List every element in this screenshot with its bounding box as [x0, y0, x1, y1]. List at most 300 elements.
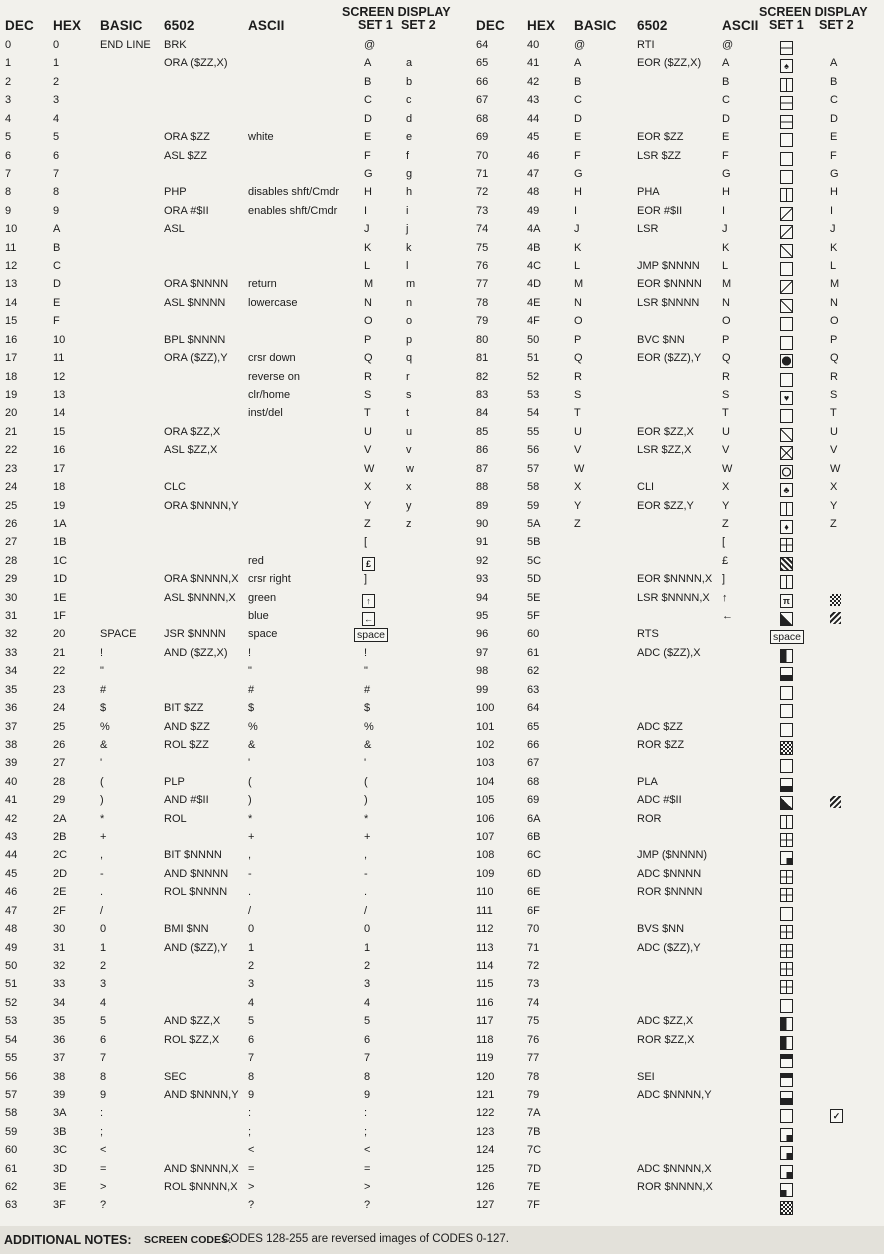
ascii-value: C: [722, 94, 730, 107]
ascii-value: J: [722, 223, 728, 236]
table-row: [442, 571, 884, 591]
table-row: [442, 166, 884, 186]
set1-glyph: =: [364, 1162, 371, 1175]
opcode-6502: ROR: [637, 812, 662, 825]
set1-glyph: (: [364, 775, 368, 788]
ascii-value: (: [248, 775, 252, 788]
table-row: [0, 184, 442, 204]
opcode-6502: ORA #$II: [164, 204, 209, 217]
dec-value: 105: [476, 794, 495, 807]
ascii-value: enables shft/Cmdr: [248, 204, 338, 217]
basic-token: 3: [100, 978, 107, 991]
notes-title: ADDITIONAL NOTES:: [4, 1233, 132, 1247]
header-screen-display: SCREEN DISPLAY: [342, 5, 451, 19]
dec-value: 31: [5, 610, 18, 623]
hex-value: 43: [527, 94, 540, 107]
set1-glyph: ?: [364, 1199, 371, 1212]
hex-value: 33: [53, 978, 66, 991]
table-row: [0, 847, 442, 867]
basic-token: J: [574, 223, 580, 236]
set1-graphic-grid-icon: [780, 833, 793, 847]
dec-value: 101: [476, 720, 495, 733]
set1-graphic-lc-icon: [780, 1091, 793, 1105]
ascii-value: 9: [248, 1088, 255, 1101]
dec-value: 97: [476, 646, 489, 659]
set1-graphic-plain-icon: [780, 262, 793, 276]
set1-graphic-vl-icon: [780, 575, 793, 589]
set1-glyph: &: [364, 738, 372, 751]
ascii-value: =: [248, 1162, 255, 1175]
opcode-6502: ASL $ZZ,X: [164, 444, 218, 457]
ascii-value: I: [722, 204, 726, 217]
dec-value: 45: [5, 867, 18, 880]
table-row: [0, 645, 442, 665]
table-row: [442, 295, 884, 315]
table-row: [0, 903, 442, 923]
table-row: [442, 387, 884, 407]
ascii-value: T: [722, 407, 729, 420]
hex-value: 2E: [53, 886, 67, 899]
ascii-value: M: [722, 278, 732, 291]
hex-value: 45: [527, 131, 540, 144]
hex-value: 65: [527, 720, 540, 733]
hex-value: 72: [527, 960, 540, 972]
hex-value: 6A: [527, 812, 541, 825]
ascii-value: inst/del: [248, 407, 283, 420]
opcode-6502: ORA $NNNN,Y: [164, 499, 239, 512]
dec-value: 21: [5, 425, 18, 438]
dec-value: 54: [5, 1033, 18, 1046]
table-row: [0, 479, 442, 499]
hex-value: 5C: [527, 554, 542, 567]
basic-token: L: [574, 260, 581, 273]
set1-glyph: >: [364, 1181, 371, 1194]
hex-value: 17: [53, 462, 66, 475]
right-table: [442, 0, 884, 1254]
table-row: [442, 940, 884, 960]
ascii-value: P: [722, 333, 730, 346]
basic-token: 4: [100, 996, 107, 1009]
set2-glyph: U: [830, 425, 838, 438]
dec-value: 52: [5, 996, 18, 1009]
opcode-6502: ORA $NNNN,X: [164, 573, 239, 586]
set1-glyph: M: [364, 278, 374, 291]
dec-value: 50: [5, 960, 18, 972]
dec-value: 112: [476, 923, 494, 936]
dec-value: 36: [5, 702, 18, 715]
hex-value: 28: [53, 775, 66, 788]
set2-glyph: j: [406, 223, 409, 236]
set1-graphic-plain-icon: [780, 759, 793, 773]
ascii-value: .: [248, 886, 252, 899]
hex-value: 29: [53, 794, 66, 807]
table-row: [0, 405, 442, 425]
hex-value: 4C: [527, 260, 542, 273]
basic-token: END LINE: [100, 39, 151, 51]
table-row: [442, 626, 884, 646]
ascii-value: clr/home: [248, 388, 291, 401]
set1-space-glyph: space: [354, 628, 388, 642]
hex-value: 3C: [53, 1144, 68, 1157]
hex-value: 14: [53, 407, 66, 420]
opcode-6502: ASL $NNNN,X: [164, 591, 236, 604]
table-row: [0, 811, 442, 831]
dec-value: 34: [5, 665, 18, 678]
basic-token: 0: [100, 923, 107, 936]
ascii-value: 7: [248, 1052, 255, 1065]
basic-token: M: [574, 278, 584, 291]
set1-graphic-grid-icon: [780, 888, 793, 902]
hex-value: 77: [527, 1052, 540, 1065]
table-row: [0, 166, 442, 186]
dec-value: 55: [5, 1052, 18, 1065]
hex-value: 64: [527, 702, 540, 715]
dec-value: 119: [476, 1052, 494, 1065]
dec-value: 74: [476, 223, 489, 236]
hex-value: C: [53, 260, 61, 273]
ascii-value: $: [248, 702, 255, 715]
set1-graphic-vl-icon: [780, 815, 793, 829]
set2-glyph: L: [830, 260, 837, 273]
set2-glyph: F: [830, 149, 837, 162]
set1-graphic-glyph: ←: [364, 614, 373, 625]
set2-glyph: X: [830, 481, 838, 494]
dec-value: 88: [476, 481, 489, 494]
ascii-value: disables shft/Cmdr: [248, 186, 340, 199]
opcode-6502: LSR $NNNN,X: [637, 591, 710, 604]
header-ascii: ASCII: [248, 18, 285, 33]
set1-glyph: 5: [364, 1015, 371, 1028]
set1-graphic-top-icon: [780, 1073, 793, 1087]
dec-value: 80: [476, 333, 489, 346]
basic-token: K: [574, 241, 582, 254]
dec-value: 5: [5, 131, 12, 144]
ascii-value: X: [722, 481, 730, 494]
opcode-6502: ROL $NNNN,X: [164, 1181, 238, 1194]
set2-glyph: a: [406, 57, 413, 70]
basic-token: P: [574, 333, 582, 346]
hex-value: 13: [53, 388, 66, 401]
opcode-6502: BVS $NN: [637, 923, 685, 936]
set1-graphic-plain-icon: [780, 686, 793, 700]
basic-token: $: [100, 702, 107, 715]
hex-value: 0: [53, 39, 60, 51]
dec-value: 7: [5, 167, 12, 180]
set1-glyph: $: [364, 702, 371, 715]
hex-value: 39: [53, 1088, 66, 1101]
set1-glyph: 7: [364, 1052, 371, 1065]
table-row: [0, 884, 442, 904]
set2-glyph: h: [406, 186, 413, 199]
hex-value: 31: [53, 941, 66, 954]
set1-graphic-grid-icon: [780, 925, 793, 939]
opcode-6502: ADC $NNNN,Y: [637, 1088, 712, 1101]
dec-value: 46: [5, 886, 18, 899]
set2-glyph: G: [830, 167, 839, 180]
notes-text: CODES 128-255 are reversed images of CODES 0-127.: [222, 1233, 509, 1245]
set1-graphic-tri-icon: [780, 796, 793, 810]
header-dec: DEC: [5, 18, 34, 33]
basic-token: &: [100, 738, 108, 751]
dec-value: 22: [5, 444, 18, 457]
set1-graphic-half-icon: [780, 649, 793, 663]
table-row: [0, 461, 442, 481]
dec-value: 118: [476, 1033, 494, 1046]
hex-value: 10: [53, 333, 66, 346]
set1-graphic-hatch-icon: [780, 557, 793, 571]
opcode-6502: PHA: [637, 186, 660, 199]
ascii-value: R: [722, 370, 730, 383]
notes-label: SCREEN CODES:: [144, 1234, 232, 1246]
table-row: [442, 719, 884, 739]
dec-value: 91: [476, 536, 489, 549]
set2-glyph: m: [406, 278, 416, 291]
ascii-value: red: [248, 554, 264, 567]
opcode-6502: ROL $NNNN: [164, 886, 228, 899]
table-row: [0, 369, 442, 389]
set2-glyph: I: [830, 204, 834, 217]
set2-glyph: e: [406, 131, 413, 144]
set2-glyph: t: [406, 407, 410, 420]
table-row: [0, 92, 442, 112]
set1-graphic-plain-icon: [780, 704, 793, 718]
hex-value: 6D: [527, 867, 542, 880]
set2-checkmark-icon: ✓: [830, 1109, 843, 1123]
ascii-value: N: [722, 296, 730, 309]
set1-graphic-diag2-icon: [780, 207, 793, 221]
hex-value: 69: [527, 794, 540, 807]
ascii-value: white: [248, 131, 274, 144]
table-row: [0, 1050, 442, 1070]
set1-graphic-plain-icon: [780, 409, 793, 423]
set1-graphic-grid-icon: [780, 538, 793, 552]
hex-value: 2B: [53, 831, 67, 844]
ascii-value: @: [722, 39, 734, 51]
set1-glyph: E: [364, 131, 372, 144]
hex-value: 5E: [527, 591, 541, 604]
basic-token: A: [574, 57, 582, 70]
basic-token: <: [100, 1144, 107, 1157]
basic-token: SPACE: [100, 628, 137, 641]
ascii-value: Y: [722, 499, 730, 512]
hex-value: 1E: [53, 591, 67, 604]
ascii-value: E: [722, 131, 730, 144]
basic-token: ?: [100, 1199, 107, 1212]
set1-graphic-cross-icon: [780, 446, 793, 460]
hex-value: 38: [53, 1070, 66, 1083]
hex-value: 5: [53, 131, 60, 144]
dec-value: 71: [476, 167, 489, 180]
ascii-value: ': [248, 757, 251, 770]
dec-value: 81: [476, 352, 489, 365]
set2-glyph: z: [406, 517, 412, 530]
set1-glyph: ;: [364, 1125, 368, 1138]
hex-value: 49: [527, 204, 540, 217]
basic-token: .: [100, 886, 104, 899]
hex-value: 35: [53, 1015, 66, 1028]
opcode-6502: ORA $ZZ: [164, 131, 210, 144]
table-row: [0, 258, 442, 278]
set1-glyph: K: [364, 241, 372, 254]
set2-glyph: W: [830, 462, 841, 475]
table-row: [442, 921, 884, 941]
hex-value: 52: [527, 370, 540, 383]
hex-value: 2F: [53, 904, 66, 917]
hex-value: 62: [527, 665, 540, 678]
set1-glyph: ): [364, 794, 368, 807]
dec-value: 63: [5, 1199, 18, 1212]
basic-token: %: [100, 720, 110, 733]
opcode-6502: EOR ($ZZ),Y: [637, 352, 702, 365]
ascii-value: Q: [722, 352, 731, 365]
hex-value: 6B: [527, 831, 541, 844]
table-row: [0, 534, 442, 554]
opcode-6502: ASL: [164, 223, 185, 236]
dec-value: 109: [476, 867, 495, 880]
basic-token: !: [100, 646, 104, 659]
set1-glyph: G: [364, 167, 373, 180]
dec-value: 61: [5, 1162, 18, 1175]
table-row: [442, 534, 884, 554]
basic-token: ": [100, 665, 104, 678]
hex-value: 7C: [527, 1144, 542, 1157]
basic-token: ;: [100, 1125, 104, 1138]
table-row: [0, 700, 442, 720]
table-row: [442, 1197, 884, 1217]
additional-notes: [0, 1226, 884, 1254]
dec-value: 114: [476, 960, 494, 972]
dec-value: 110: [476, 886, 494, 899]
dec-value: 38: [5, 738, 18, 751]
table-row: [0, 1124, 442, 1144]
table-row: [442, 829, 884, 849]
dec-value: 84: [476, 407, 489, 420]
table-row: [442, 461, 884, 481]
hex-value: 70: [527, 923, 540, 936]
opcode-6502: AND ($ZZ),Y: [164, 941, 228, 954]
hex-value: 61: [527, 646, 540, 659]
table-row: [0, 1197, 442, 1217]
dec-value: 73: [476, 204, 489, 217]
hex-value: 7: [53, 167, 60, 180]
set1-glyph: ': [364, 757, 367, 770]
set1-graphic-glyph: ♦: [780, 520, 793, 534]
basic-token: W: [574, 462, 585, 475]
opcode-6502: EOR $ZZ,X: [637, 425, 694, 438]
opcode-6502: AND $NNNN,X: [164, 1162, 239, 1175]
opcode-6502: ROR $ZZ: [637, 738, 685, 751]
opcode-6502: BMI $NN: [164, 923, 209, 936]
dec-value: 18: [5, 370, 18, 383]
table-row: [442, 1032, 884, 1052]
dec-value: 66: [476, 75, 489, 88]
table-row: [0, 553, 442, 573]
table-row: [0, 940, 442, 960]
opcode-6502: AND $NNNN: [164, 867, 229, 880]
opcode-6502: AND $ZZ: [164, 720, 210, 733]
table-row: [442, 700, 884, 720]
opcode-6502: JMP $NNNN: [637, 260, 700, 273]
basic-token: S: [574, 388, 582, 401]
hex-value: 3B: [53, 1125, 67, 1138]
table-row: [442, 774, 884, 794]
set2-glyph: b: [406, 75, 413, 88]
basic-token: E: [574, 131, 582, 144]
hex-value: 4F: [527, 315, 540, 328]
hex-value: E: [53, 296, 61, 309]
table-row: [442, 111, 884, 131]
table-row: [442, 608, 884, 628]
hex-value: 7B: [527, 1125, 541, 1138]
table-row: [0, 866, 442, 886]
table-row: [442, 847, 884, 867]
hex-value: D: [53, 278, 61, 291]
set1-graphic-glyph: ♣: [780, 483, 793, 497]
hex-value: 2A: [53, 812, 67, 825]
set1-graphic-glyph: ♠: [780, 59, 793, 73]
dec-value: 107: [476, 831, 495, 844]
table-row: [442, 405, 884, 425]
set1-graphic-grid-icon: [780, 870, 793, 884]
hex-value: 34: [53, 996, 66, 1009]
hex-value: 1D: [53, 573, 68, 586]
ascii-value: &: [248, 738, 256, 751]
dec-value: 111: [476, 904, 493, 917]
basic-token: F: [574, 149, 581, 162]
dec-value: 2: [5, 75, 12, 88]
dec-value: 19: [5, 388, 18, 401]
header-screen-display: SCREEN DISPLAY: [759, 5, 868, 19]
table-row: [442, 1087, 884, 1107]
header-6502: 6502: [637, 18, 668, 33]
dec-value: 89: [476, 499, 489, 512]
set1-graphic-plain-icon: [780, 336, 793, 350]
ascii-value: #: [248, 683, 255, 696]
hex-value: 3A: [53, 1107, 67, 1120]
set1-glyph: J: [364, 223, 370, 236]
opcode-6502: ADC ($ZZ),X: [637, 646, 701, 659]
set2-glyph: y: [406, 499, 412, 512]
set1-graphic-plain-icon: [780, 133, 793, 147]
basic-token: O: [574, 315, 583, 328]
basic-token: +: [100, 831, 107, 844]
basic-token: ': [100, 757, 103, 770]
table-row: [442, 884, 884, 904]
set1-graphic-tri-icon: [780, 612, 793, 626]
basic-token: -: [100, 867, 104, 880]
hex-value: 53: [527, 388, 540, 401]
set1-glyph: X: [364, 481, 372, 494]
opcode-6502: AND $ZZ,X: [164, 1015, 221, 1028]
dec-value: 122: [476, 1107, 495, 1120]
table-row: [0, 240, 442, 260]
hex-value: 60: [527, 628, 540, 641]
hex-value: 56: [527, 444, 540, 457]
hex-value: 8: [53, 186, 60, 199]
dec-value: 15: [5, 315, 18, 328]
ascii-value: 0: [248, 923, 255, 936]
hex-value: 4E: [527, 296, 541, 309]
hex-value: 12: [53, 370, 66, 383]
dec-value: 76: [476, 260, 489, 273]
set2-glyph: V: [830, 444, 838, 457]
dec-value: 79: [476, 315, 489, 328]
opcode-6502: CLC: [164, 481, 187, 494]
opcode-6502: BIT $ZZ: [164, 702, 204, 715]
dec-value: 24: [5, 481, 18, 494]
set2-glyph: A: [830, 57, 838, 70]
set1-glyph: N: [364, 296, 372, 309]
